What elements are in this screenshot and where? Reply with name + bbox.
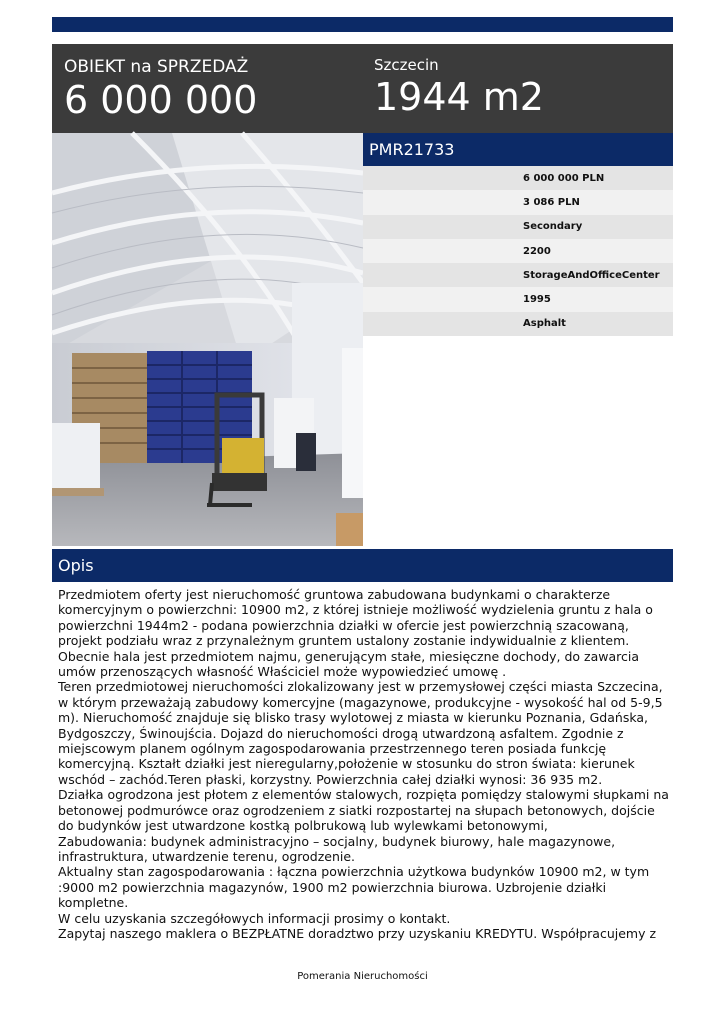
detail-row-year (363, 287, 673, 311)
detail-value: 2200 (523, 245, 551, 257)
detail-value: 3 086 PLN (523, 196, 580, 208)
property-description: Przedmiotem oferty jest nieruchomość gruntowa zabudowana budynkami o charakterze komercyjnym o powierzchni: 10900 m2, z której istnieje możliwość wydzielenia gruntu z hala o powierzchni 1944m2 - podana powierzchnia działki w ofercie jest powierzchnią szacowaną, projekt podziału wraz z przynależnym gruntem ustalony zostanie indywidualnie z klientem. Obecnie hala jest przedmiotem najmu, generującym stałe, miesięczne dochody, do zawarcia umów przenoszących własność Właściciel może wypowiedzieć umowę . Teren przedmiotowej nieruchomości zlokalizowany jest w przemysłowej części miasta Szczecina, w którym przeważają zabudowy komercyjne (magazynowe, produkcyjne - wysokość hal od 5-9,5 m). Nieruchomość znajduje się blisko trasy wylotowej z miasta w kierunku Poznania, Gdańska, Bydgoszczy, Świnoujścia. Dojazd do nieruchomości drogą utwardzoną asfaltem. Zgodnie z miejscowym planem ogólnym zagospodarowania przestrzennego teren posiada funkcję komercyjną. Kształt działki jest nieregularny,położenie w stosunku do stron świata: kierunek wschód – zachód.Teren płaski, korzystny. Powierzchnia całej działki wynosi: 36 935 m2. Działka ogrodzona jest płotem z elementów stalowych, rozpięta pomiędzy stalowymi słupkami na betonowej podmurówce oraz ogrodzeniem z siatki rozpostartej na słupach betonowych, dojście do budynków jest utwardzone kostką polbrukową lub wylewkami betonowymi, Zabudowania: budynek administracyjno – socjalny, budynek biurowy, hale magazynowe, infrastruktura, utwardzenie terenu, ogrodzenie. Aktualny stan zagospodarowania : łączna powierzchnia użytkowa budynków 10900 m2, w tym :9000 m2 powierzchnia magazynów, 1900 m2 powierzchnia biurowa. Uzbrojenie działki kompletne. W celu uzyskania szczegółowych informacji prosimy o kontakt. Zapytaj naszego maklera o BEZPŁATNE doradztwo przy uzyskaniu KREDYTU. Współpracujemy z (58, 587, 669, 941)
city-label: Szczecin (374, 56, 439, 74)
detail-row-price (363, 166, 673, 190)
detail-value: Secondary (523, 221, 583, 233)
section-title: Opis (52, 549, 673, 582)
detail-value: StorageAndOfficeCenter (523, 269, 660, 281)
footer-agency-name: Pomerania Nieruchomości (297, 971, 428, 982)
detail-row-type (363, 263, 673, 287)
detail-value: 6 000 000 PLN (523, 172, 605, 184)
detail-row-price-per-m2 (363, 190, 673, 214)
offer-price: 6 000 000 (64, 78, 258, 122)
warehouse-interior-photo (52, 133, 363, 546)
offer-type-label: OBIEKT na SPRZEDAŻ (64, 57, 249, 77)
offer-header (52, 44, 673, 133)
property-details-table (363, 166, 673, 336)
area-value: 1944 m2 (374, 75, 544, 119)
detail-row-number (363, 239, 673, 263)
top-accent-bar (52, 17, 673, 32)
detail-value: Asphalt (523, 318, 566, 330)
price-block (64, 56, 257, 122)
detail-row-market (363, 215, 673, 239)
detail-row-access-road (363, 312, 673, 336)
location-block (374, 55, 544, 119)
detail-value: 1995 (523, 294, 551, 306)
property-photo (52, 133, 363, 546)
reference-number: PMR21733 (363, 133, 673, 166)
